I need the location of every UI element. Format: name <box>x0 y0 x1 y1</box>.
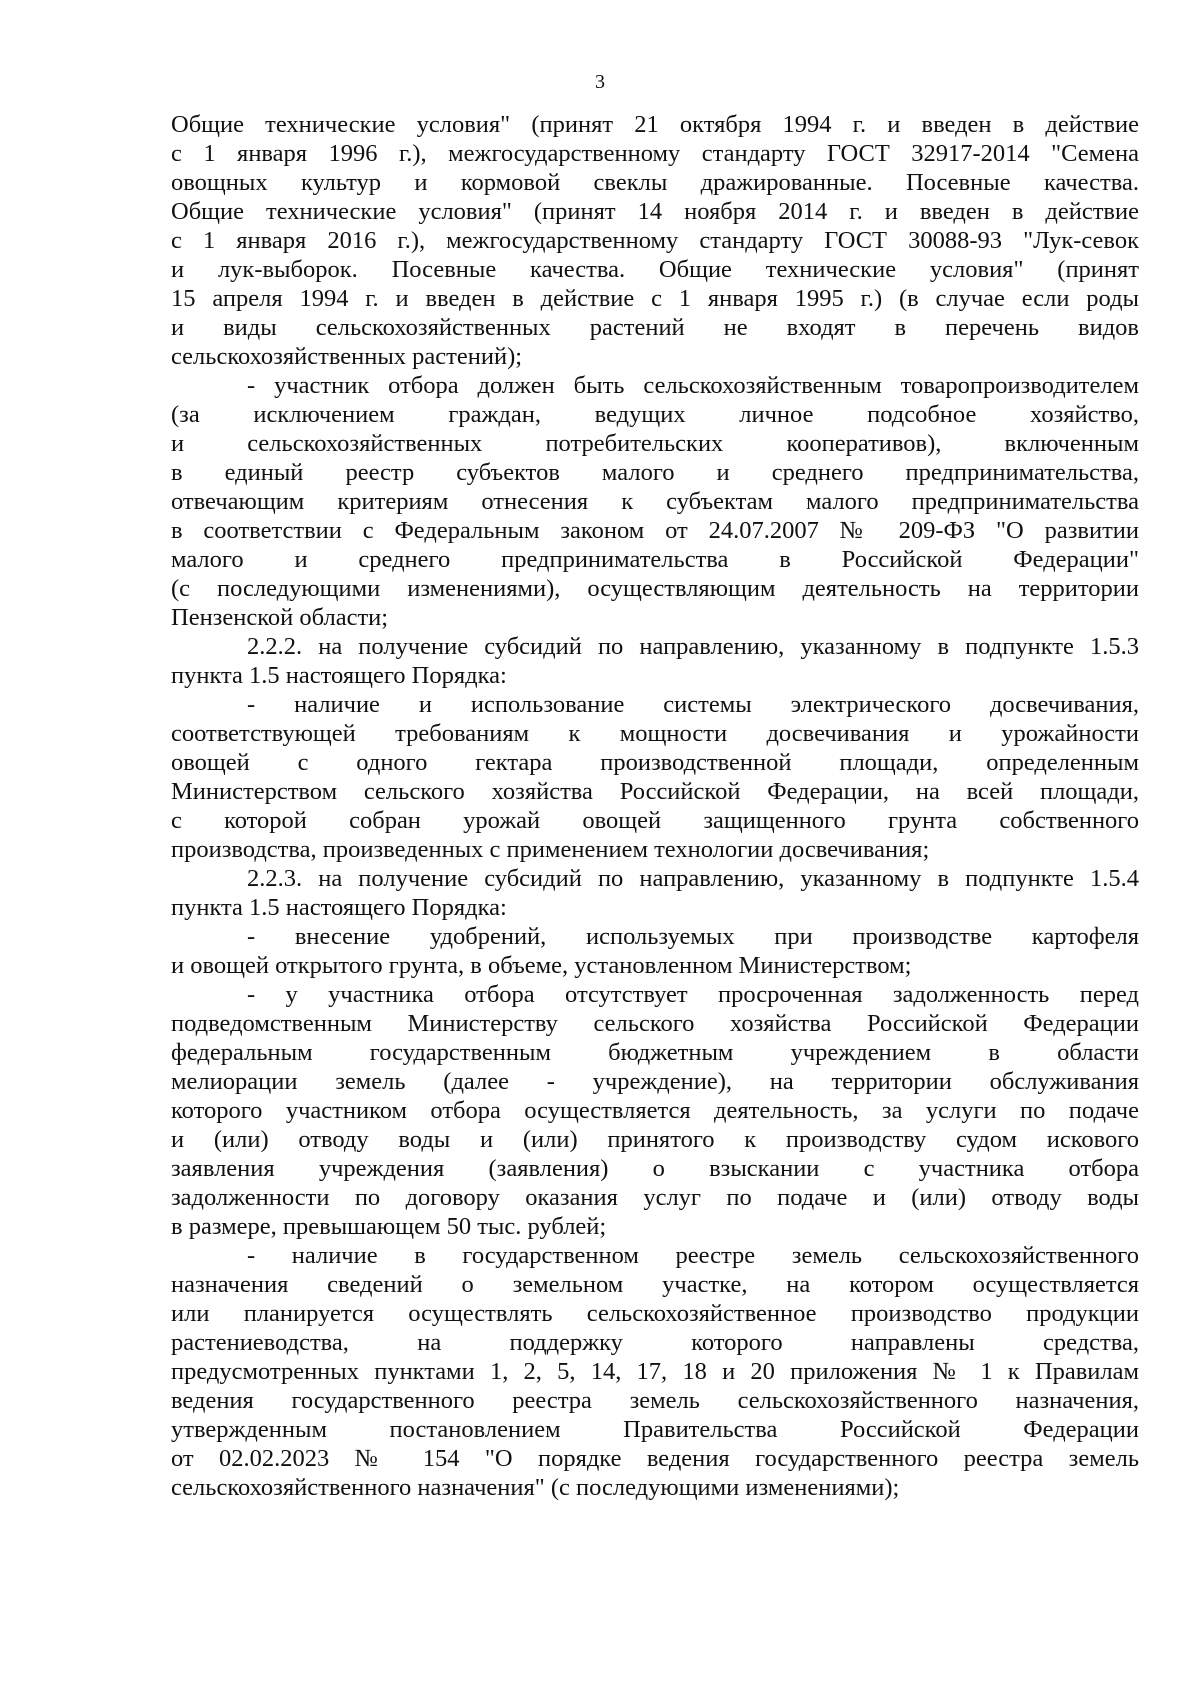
text-line: подведомственным Министерству сельского хозяйства Российской Федерации <box>171 1010 1139 1037</box>
text-line: задолженности по договору оказания услуг по подаче и (или) отводу воды <box>171 1184 1139 1211</box>
text-line: пункта 1.5 настоящего Порядка: <box>171 662 507 689</box>
text-line: Пензенской области; <box>171 604 389 631</box>
text-line: с которой собран урожай овощей защищенного грунта собственного <box>171 807 1139 834</box>
text-line: отвечающим критериям отнесения к субъектам малого предпринимательства <box>171 488 1139 515</box>
text-line: или планируется осуществлять сельскохозяйственное производство продукции <box>171 1300 1139 1327</box>
text-line: с 1 января 1996 г.), межгосударственному стандарту ГОСТ 32917-2014 "Семена <box>171 140 1139 167</box>
text-line: - наличие в государственном реестре земель сельскохозяйственного <box>247 1242 1139 1269</box>
text-line: - наличие и использование системы электрического досвечивания, <box>247 691 1139 718</box>
text-line: Общие технические условия" (принят 14 ноября 2014 г. и введен в действие <box>171 198 1139 225</box>
text-line: в размере, превышающем 50 тыс. рублей; <box>171 1213 607 1240</box>
text-line: и сельскохозяйственных потребительских кооперативов), включенным <box>171 430 1139 457</box>
text-line: утвержденным постановлением Правительства Российской Федерации <box>171 1416 1139 1443</box>
text-line: производства, произведенных с применением технологии досвечивания; <box>171 836 930 863</box>
text-line: соответствующей требованиям к мощности досвечивания и урожайности <box>171 720 1139 747</box>
text-line: (с последующими изменениями), осуществляющим деятельность на территории <box>171 575 1139 602</box>
text-line: сельскохозяйственного назначения" (с последующими изменениями); <box>171 1474 900 1501</box>
text-line: - у участника отбора отсутствует просроченная задолженность перед <box>247 981 1139 1008</box>
text-line: - участник отбора должен быть сельскохозяйственным товаропроизводителем <box>247 372 1139 399</box>
text-line: и овощей открытого грунта, в объеме, установленном Министерством; <box>171 952 912 979</box>
text-line: Министерством сельского хозяйства Российской Федерации, на всей площади, <box>171 778 1139 805</box>
text-line: - внесение удобрений, используемых при производстве картофеля <box>247 923 1139 950</box>
text-line: сельскохозяйственных растений); <box>171 343 523 370</box>
text-line: назначения сведений о земельном участке, на котором осуществляется <box>171 1271 1139 1298</box>
text-line: от 02.02.2023 № 154 "О порядке ведения государственного реестра земель <box>171 1445 1139 1472</box>
text-line: с 1 января 2016 г.), межгосударственному стандарту ГОСТ 30088-93 "Лук-севок <box>171 227 1139 254</box>
text-line: (за исключением граждан, ведущих личное подсобное хозяйство, <box>171 401 1139 428</box>
text-line: Общие технические условия" (принят 21 октября 1994 г. и введен в действие <box>171 111 1139 138</box>
text-line: 15 апреля 1994 г. и введен в действие с 1 января 1995 г.) (в случае если роды <box>171 285 1139 312</box>
text-line: мелиорации земель (далее - учреждение), на территории обслуживания <box>171 1068 1139 1095</box>
text-line: заявления учреждения (заявления) о взыскании с участника отбора <box>171 1155 1139 1182</box>
text-line: и лук-выборок. Посевные качества. Общие технические условия" (принят <box>171 256 1139 283</box>
text-line: малого и среднего предпринимательства в Российской Федерации" <box>171 546 1139 573</box>
text-line: и виды сельскохозяйственных растений не входят в перечень видов <box>171 314 1139 341</box>
text-line: пункта 1.5 настоящего Порядка: <box>171 894 507 921</box>
text-line: в единый реестр субъектов малого и среднего предпринимательства, <box>171 459 1139 486</box>
text-line: овощей с одного гектара производственной площади, определенным <box>171 749 1139 776</box>
text-line: 2.2.3. на получение субсидий по направлению, указанному в подпункте 1.5.4 <box>247 865 1139 892</box>
text-line: которого участником отбора осуществляется деятельность, за услуги по подаче <box>171 1097 1139 1124</box>
text-line: растениеводства, на поддержку которого направлены средства, <box>171 1329 1139 1356</box>
text-line: ведения государственного реестра земель сельскохозяйственного назначения, <box>171 1387 1139 1414</box>
document-body <box>171 110 1139 1502</box>
text-line: предусмотренных пунктами 1, 2, 5, 14, 17, 18 и 20 приложения № 1 к Правилам <box>171 1358 1139 1385</box>
text-line: 2.2.2. на получение субсидий по направлению, указанному в подпункте 1.5.3 <box>247 633 1139 660</box>
text-line: и (или) отводу воды и (или) принятого к производству судом искового <box>171 1126 1139 1153</box>
text-line: в соответствии с Федеральным законом от 24.07.2007 № 209-ФЗ "О развитии <box>171 517 1139 544</box>
text-line: овощных культур и кормовой свеклы дражированные. Посевные качества. <box>171 169 1139 196</box>
page-number: 3 <box>595 71 605 93</box>
text-line: федеральным государственным бюджетным учреждением в области <box>171 1039 1139 1066</box>
